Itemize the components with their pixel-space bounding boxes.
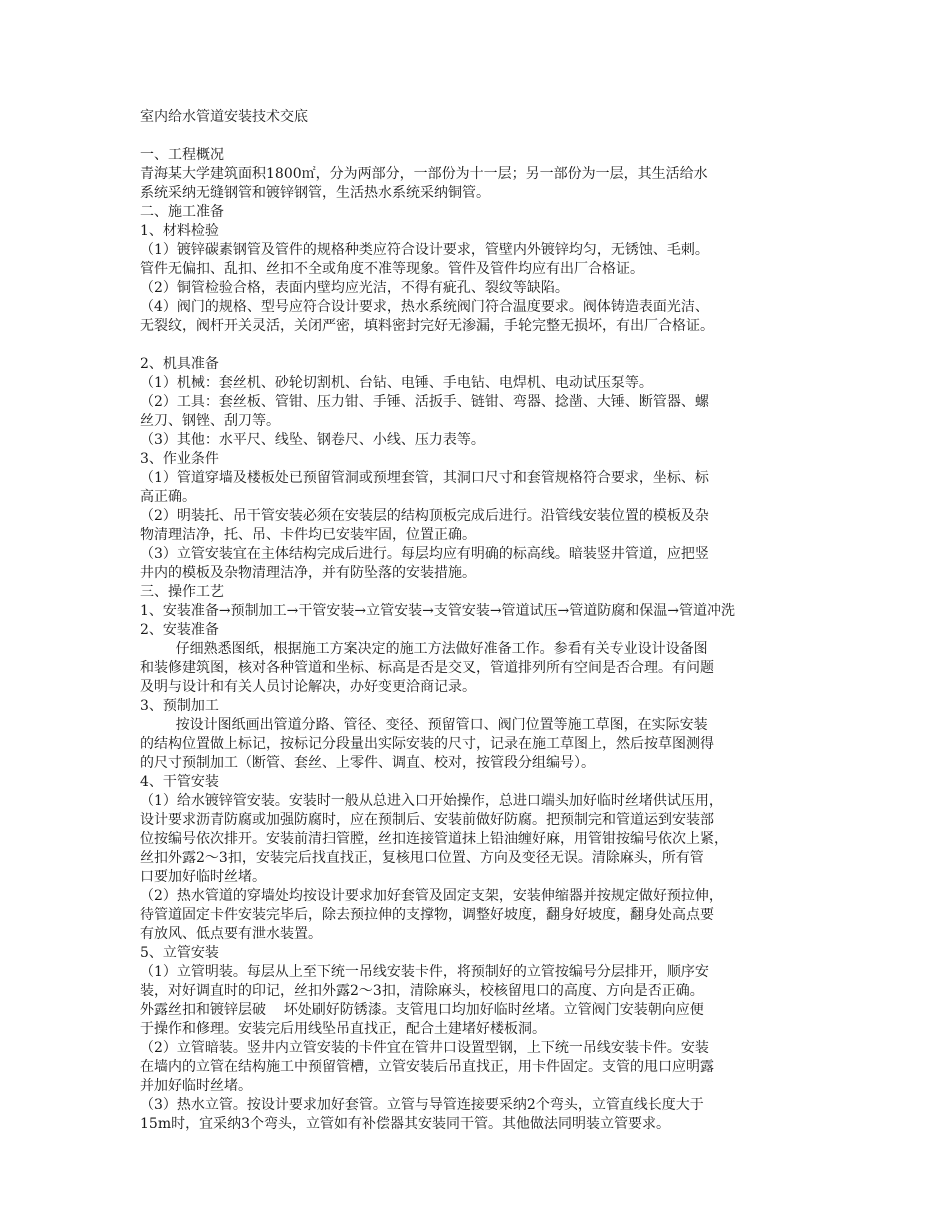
text-line: 位按编号依次排开。安装前清扫管膛，丝扣连接管道抹上铅油缠好麻，用管钳按编号依次上紧， [140, 831, 728, 847]
text-line: 仔细熟悉图纸，根据施工方案决定的施工方法做好准备工作。参看有关专业设计设备图 [140, 641, 708, 657]
text-line: 丝扣外露2～3扣，安装完后找直找正，复核甩口位置、方向及变径无误。清除麻头，所有管 [140, 850, 704, 866]
text-line: 一、工程概况 [140, 147, 224, 163]
text-line: （2）热水管道的穿墙处均按设计要求加好套管及固定支架，安装伸缩器并按规定做好预拉伸， [140, 888, 723, 904]
text-line: 物清理洁净，托、吊、卡件均已安装牢固，位置正确。 [140, 527, 476, 543]
text-line: 按设计图纸画出管道分路、管径、变径、预留管口、阀门位置等施工草图，在实际安装 [140, 717, 708, 733]
text-line: 3、作业条件 [140, 451, 219, 467]
text-line: 3、预制加工 [140, 698, 219, 714]
text-line: 高正确。 [140, 489, 196, 505]
text-line: 5、立管安装 [140, 945, 219, 961]
text-line: 和装修建筑图，核对各种管道和坐标、标高是否是交叉，管道排列所有空间是否合理。有问题 [140, 660, 714, 676]
text-line: 4、干管安装 [140, 774, 219, 790]
text-line: （4）阀门的规格、型号应符合设计要求，热水系统阀门符合温度要求。阀体铸造表面光洁、 [140, 299, 709, 315]
text-line: 管件无偏扣、乱扣、丝扣不全或角度不准等现象。管件及管件均应有出厂合格证。 [140, 261, 644, 277]
text-line: （1）管道穿墙及楼板处已预留管洞或预埋套管，其洞口尺寸和套管规格符合要求，坐标、标 [140, 470, 709, 486]
text-line: 及明与设计和有关人员讨论解决，办好变更洽商记录。 [140, 679, 476, 695]
text-line: 外露丝扣和镀锌层破 坏处刷好防锈漆。支管甩口均加好临时丝堵。立管阀门安装朝向应便 [140, 1002, 704, 1018]
text-line: 15m时，宜采纳3个弯头，立管如有补偿器其安装同干管。其他做法同明装立管要求。 [140, 1116, 670, 1132]
text-line: （2）明装托、吊干管安装必须在安装层的结构顶板完成后进行。沿管线安装位置的模板及杂 [140, 508, 709, 524]
text-line: （3）其他：水平尺、线坠、钢卷尺、小线、压力表等。 [140, 432, 485, 448]
text-line: 有放风、低点要有泄水装置。 [140, 926, 322, 942]
text-line: （1）镀锌碳素钢管及管件的规格种类应符合设计要求，管壁内外镀锌均匀，无锈蚀、毛刺。 [140, 242, 709, 258]
text-line: 口要加好临时丝堵。 [140, 869, 266, 885]
text-line: 设计要求沥青防腐或加强防腐时，应在预制后、安装前做好防腐。把预制完和管道运到安装部 [140, 812, 714, 828]
text-line: （1）机械：套丝机、砂轮切割机、台钻、电锤、手电钻、电焊机、电动试压泵等。 [140, 375, 653, 391]
document-title: 室内给水管道安装技术交底 [140, 109, 308, 125]
blank-line [140, 127, 812, 146]
text-line: （2）铜管检验合格，表面内壁均应光洁，不得有疵孔、裂纹等缺陷。 [140, 280, 569, 296]
text-line: （3）热水立管。按设计要求加好套管。立管与导管连接要采纳2个弯头，立管直线长度大于 [140, 1097, 704, 1113]
text-line: 并加好临时丝堵。 [140, 1078, 252, 1094]
blank-line [140, 336, 812, 355]
text-line: 待管道固定卡件安装完毕后，除去预拉伸的支撑物，调整好坡度，翻身好坡度，翻身处高点要 [140, 907, 714, 923]
text-line: 1、材料检验 [140, 223, 219, 239]
text-line: 的尺寸预制加工（断管、套丝、上零件、调直、校对，按管段分组编号）。 [140, 755, 595, 771]
text-line: （2）工具：套丝板、管钳、压力钳、手锤、活扳手、链钳、弯器、捻凿、大锤、断管器、螺 [140, 394, 709, 410]
text-line: 青海某大学建筑面积1800㎡，分为两部分，一部份为十一层；另一部份为一层，其生活给水 [140, 166, 708, 182]
text-line: 2、机具准备 [140, 356, 219, 372]
text-line: （3）立管安装宜在主体结构完成后进行。每层均应有明确的标高线。暗装竖井管道，应把竖 [140, 546, 709, 562]
document-page [140, 108, 812, 1134]
text-line: 井内的模板及杂物清理洁净，并有防坠落的安装措施。 [140, 565, 476, 581]
text-line: 丝刀、钢锉、刮刀等。 [140, 413, 280, 429]
text-line: 系统采纳无缝钢管和镀锌钢管，生活热水系统采纳铜管。 [140, 185, 490, 201]
text-line: 装，对好调直时的印记，丝扣外露2～3扣，清除麻头，校核留甩口的高度、方向是否正确。 [140, 983, 704, 999]
text-line: 1、安装准备→预制加工→干管安装→立管安装→支管安装→管道试压→管道防腐和保温→管道冲洗 [140, 603, 736, 619]
text-line: 在墙内的立管在结构施工中预留管槽，立管安装后吊直找正，用卡件固定。支管的甩口应明露 [140, 1059, 714, 1075]
text-line: （1）给水镀锌管安装。安装时一般从总进入口开始操作，总进口端头加好临时丝堵供试压用， [140, 793, 723, 809]
text-line: 于操作和修理。安装完后用线坠吊直找正，配合土建堵好楼板洞。 [140, 1021, 546, 1037]
text-line: 二、施工准备 [140, 204, 224, 220]
text-line: 三、操作工艺 [140, 584, 224, 600]
text-line: （1）立管明装。每层从上至下统一吊线安装卡件，将预制好的立管按编号分层排开，顺序安 [140, 964, 709, 980]
text-line: （2）立管暗装。竖井内立管安装的卡件宜在管井口设置型钢，上下统一吊线安装卡件。安装 [140, 1040, 709, 1056]
text-line: 的结构位置做上标记，按标记分段量出实际安装的尺寸，记录在施工草图上，然后按草图测得 [140, 736, 714, 752]
document-body [140, 127, 812, 1134]
text-line: 2、安装准备 [140, 622, 219, 638]
text-line: 无裂纹，阀杆开关灵活，关闭严密，填料密封完好无渗漏，手轮完整无损坏，有出厂合格证。 [140, 318, 714, 334]
